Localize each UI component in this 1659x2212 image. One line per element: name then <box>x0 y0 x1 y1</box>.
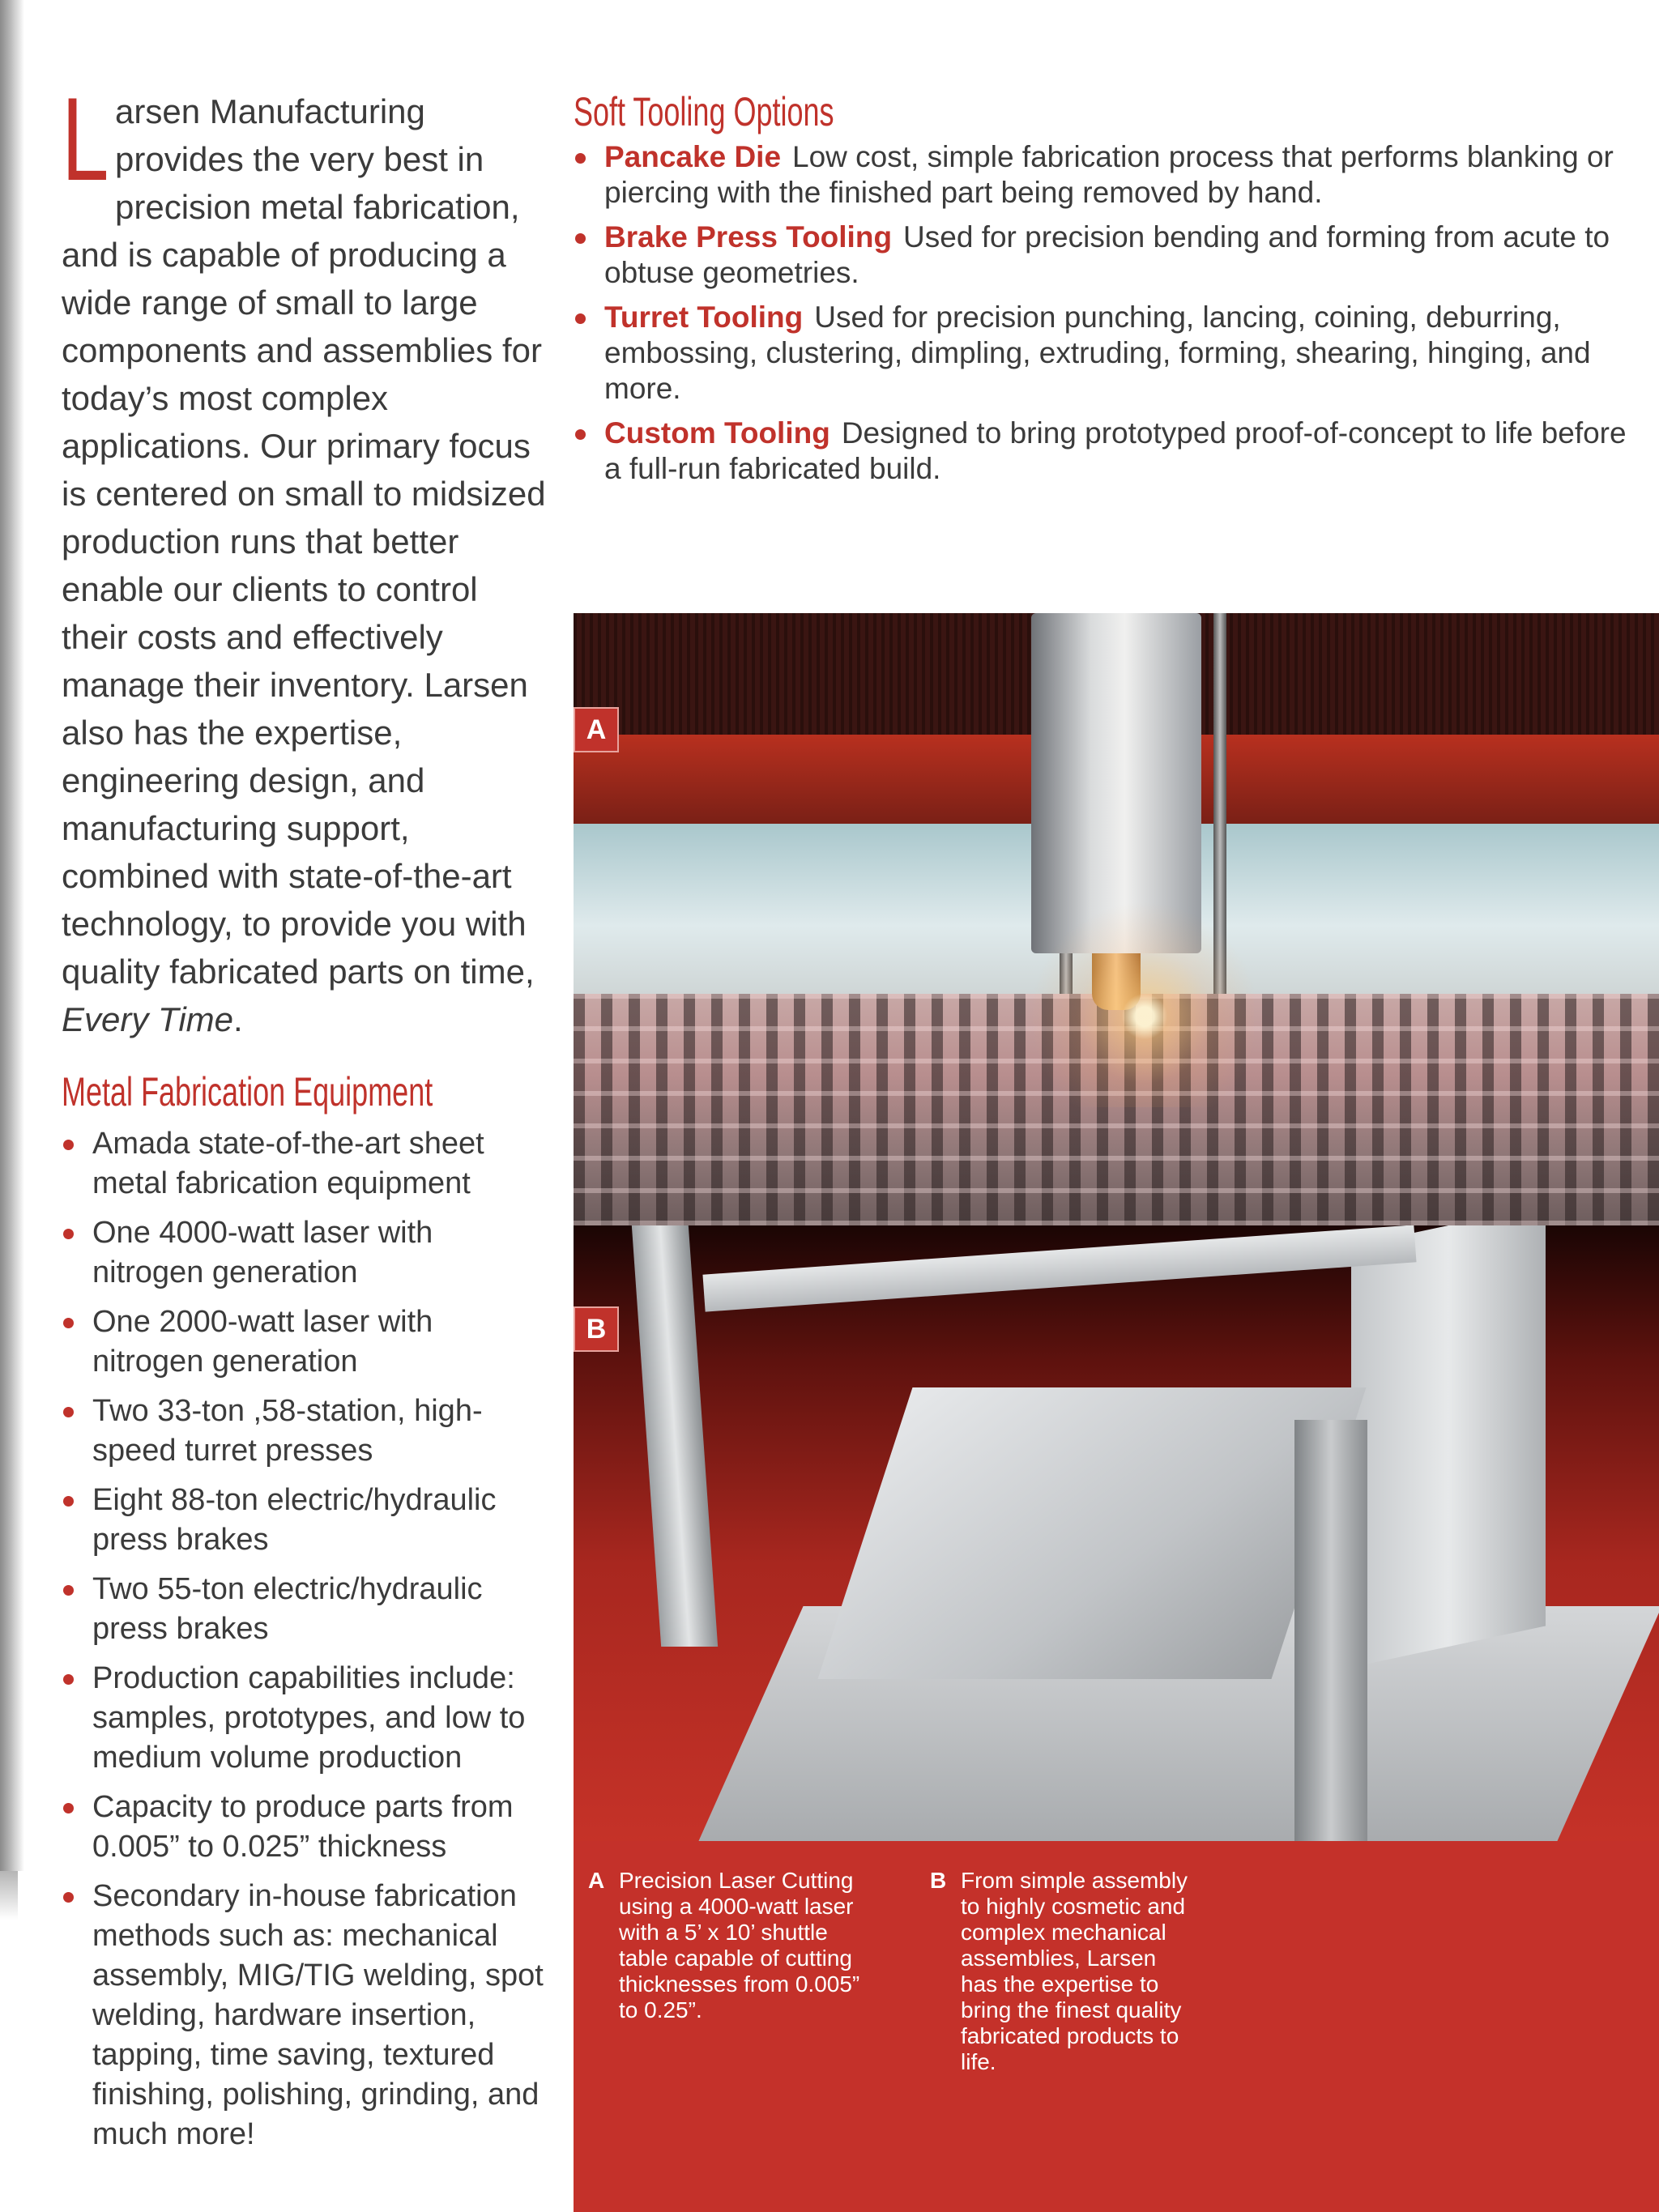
caption-text: Precision Laser Cutting using a 4000-watt laser with a 5’ x 10’ shuttle table capable of cutting thicknesses from 0.005” to 0.25”. <box>619 1868 860 2022</box>
tooling-term: Custom Tooling <box>604 416 830 450</box>
photo-frame-box <box>818 1387 1367 1679</box>
list-item: One 4000-watt laser with nitrogen generation <box>62 1213 548 1293</box>
list-item: One 2000-watt laser with nitrogen generation <box>62 1302 548 1382</box>
tooling-title: Soft Tooling Options <box>574 89 834 134</box>
intro-paragraph <box>62 73 548 1043</box>
tooling-list <box>574 139 1635 496</box>
caption-a <box>588 1868 872 2023</box>
list-item: Capacity to produce parts from 0.005” to 0.025” thickness <box>62 1788 548 1867</box>
list-item: Eight 88-ton electric/hydraulic press brakes <box>62 1481 548 1560</box>
list-item: Two 33-ton ,58-station, high-speed turret presses <box>62 1392 548 1471</box>
photo-frame-post <box>1294 1420 1367 1841</box>
tooling-item <box>574 139 1635 211</box>
caption-text: From simple assembly to highly cosmetic and complex mechanical assemblies, Larsen has the expertise to bring the finest quality fabricated products to life. <box>961 1868 1188 2074</box>
list-item: Amada state-of-the-art sheet metal fabrication equipment <box>62 1124 548 1204</box>
list-item: Production capabilities include: samples, prototypes, and low to medium volume production <box>62 1659 548 1778</box>
tooling-item <box>574 416 1635 487</box>
photo-frame-beam <box>702 1225 1416 1312</box>
tooling-desc: Used for precision punching, lancing, coining, deburring, embossing, clustering, dimpling, extruding, forming, shearing, hinging, and more. <box>604 300 1591 405</box>
photo-b-badge: B <box>574 1306 619 1352</box>
tooling-desc: Designed to bring prototyped proof-of-concept to life before a full-run fabricated build. <box>604 416 1627 485</box>
drop-cap: L <box>62 73 109 205</box>
list-item: Two 55-ton electric/hydraulic press brakes <box>62 1570 548 1649</box>
tooling-term: Brake Press Tooling <box>604 220 893 254</box>
tooling-desc: Used for precision bending and forming from acute to obtuse geometries. <box>604 220 1610 289</box>
metal-frame-photo <box>574 1225 1659 1841</box>
tooling-item <box>574 219 1635 291</box>
caption-letter: A <box>588 1868 605 1893</box>
photo-a-badge: A <box>574 707 619 752</box>
intro-emphasis: Every Time <box>62 1000 233 1038</box>
equipment-title: Metal Fabrication Equipment <box>62 1069 433 1115</box>
photo-sparks <box>1011 880 1254 1107</box>
laser-cutting-photo <box>574 613 1659 1225</box>
caption-b <box>930 1868 1197 2075</box>
tooling-desc: Low cost, simple fabrication process that performs blanking or piercing with the finished part being removed by hand. <box>604 140 1614 209</box>
tooling-item <box>574 300 1635 407</box>
intro-text: arsen Manufacturing provides the very best in precision metal fabrication, and is capable of producing a wide range of small to large components and assemblies for today’s most complex applications. Our primary focus is centered on small to midsized production runs that better enable our clients to control their costs and effectively manage their inventory. Larsen also has the expertise, engineering design, and manufacturing support, combined with state-of-the-art technology, to provide you with quality fabricated parts on time, <box>62 92 546 991</box>
photo-frame-panel <box>1351 1225 1546 1668</box>
list-item: Secondary in-house fabrication methods such as: mechanical assembly, MIG/TIG welding, spot welding, hardware insertion, tapping, time saving, textured finishing, polishing, grinding, and much more! <box>62 1877 548 2154</box>
intro-end: . <box>233 1000 243 1038</box>
tooling-term: Turret Tooling <box>604 300 804 334</box>
equipment-list <box>62 1124 548 2164</box>
caption-letter: B <box>930 1868 947 1893</box>
page-edge-shadow <box>0 0 24 1871</box>
tooling-term: Pancake Die <box>604 140 782 173</box>
